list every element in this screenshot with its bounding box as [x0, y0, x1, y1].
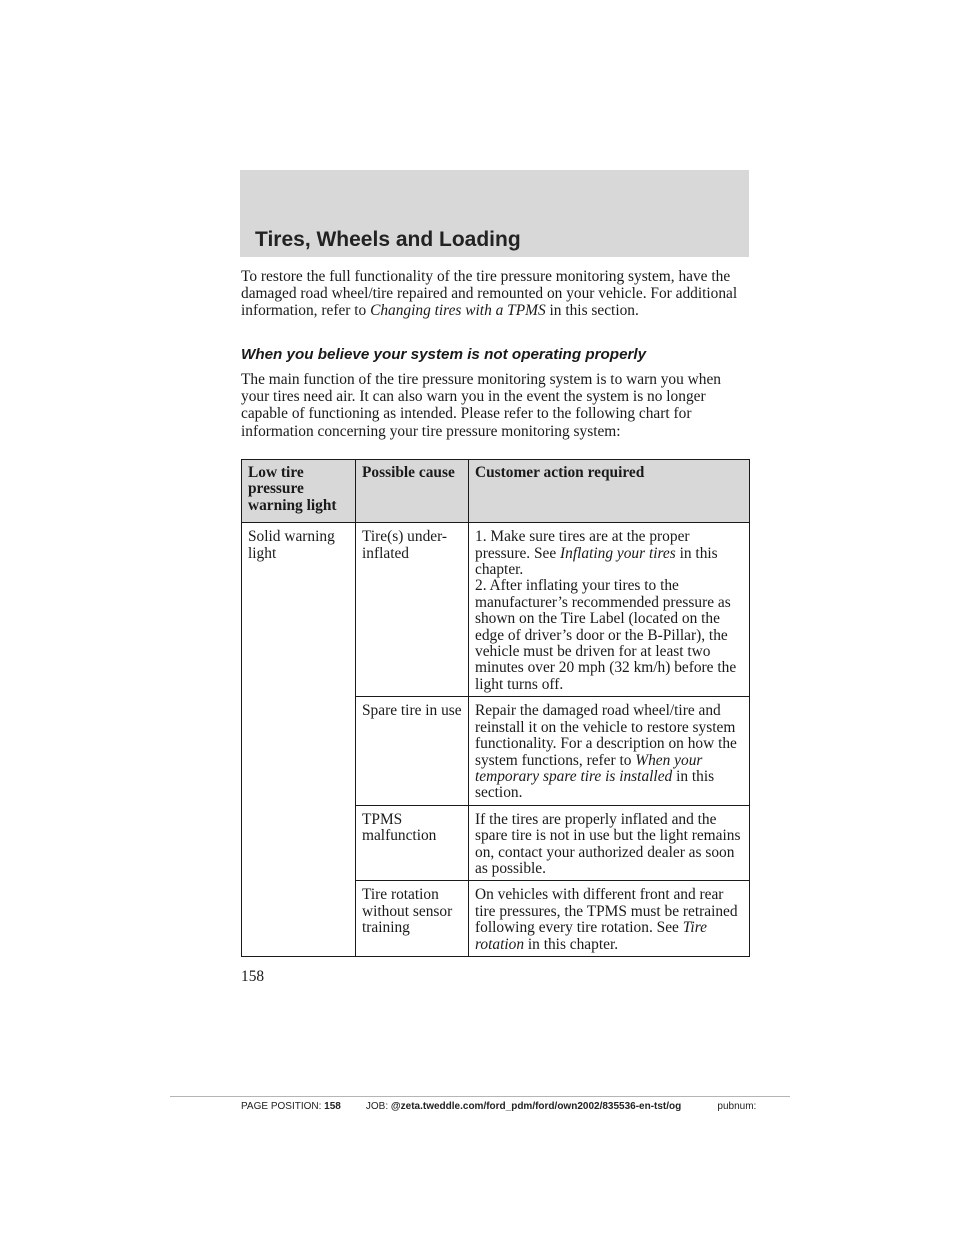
table-row	[242, 523, 750, 697]
tpms-troubleshooting-table	[241, 459, 750, 957]
pubnum-label: pubnum:	[717, 1101, 757, 1112]
section-body: The main function of the tire pressure monitoring system is to warn you when your tires need air. It can also warn you in the event the system is no longer capable of functioning as intended. Please refer to the following chart for information concerning your tire pressure monitoring system:	[241, 371, 722, 440]
intro-paragraph	[241, 268, 751, 320]
cause-cell: Spare tire in use	[356, 697, 469, 805]
action-cell	[469, 523, 750, 697]
table-header-row	[242, 460, 750, 523]
warning-light-cell: Solid warning light	[242, 523, 356, 957]
job-value: @zeta.tweddle.com/ford_pdm/ford/own2002/835536-en-tst/og	[390, 1101, 682, 1112]
section-heading: When you believe your system is not operating properly	[241, 346, 647, 363]
intro-cross-reference: Changing tires with a TPMS	[370, 302, 546, 320]
footer-divider	[170, 1096, 790, 1097]
column-header-action: Customer action required	[469, 460, 750, 523]
chapter-title: Tires, Wheels and Loading	[255, 228, 521, 251]
page-number: 158	[241, 968, 265, 985]
intro-text: To restore the full functionality of the tire pressure monitoring system, have the damaged road wheel/tire repaired and remounted on your vehicle. For additional information, refer to	[241, 268, 738, 320]
print-job-footer	[241, 1101, 756, 1112]
cross-reference: Tire rotation	[475, 919, 707, 953]
action-step: 1. Make sure tires are at the proper pressure. See Inflating your tires in this chapter.	[475, 528, 718, 579]
action-cell: On vehicles with different front and rear tire pressures, the TPMS must be retrained following every tire rotation. See Tire rotation in this chapter.	[469, 881, 750, 957]
action-cell: Repair the damaged road wheel/tire and reinstall it on the vehicle to restore system functionality. For a description on how the system functions, refer to When your temporary spare tire is installed in this section.	[469, 697, 750, 805]
column-header-light: Low tire pressure warning light	[242, 460, 356, 523]
cross-reference: When your temporary spare tire is installed	[475, 751, 703, 785]
action-step: 2. After inflating your tires to the manufacturer’s recommended pressure as shown on the Tire Label (located on the edge of driver’s door or the B-Pillar), the vehicle must be driven for at least two minutes over 20 mph (32 km/h) before the light turns off.	[475, 577, 737, 693]
intro-text-end: in this section.	[545, 302, 639, 320]
cause-cell: Tire rotation without sensor training	[356, 881, 469, 957]
page-position-label: PAGE POSITION:	[241, 1101, 322, 1112]
cross-reference: Inflating your tires	[560, 544, 676, 562]
page-position-value: 158	[324, 1101, 341, 1112]
cause-cell: Tire(s) under-inflated	[356, 523, 469, 697]
action-cell: If the tires are properly inflated and the spare tire is not in use but the light remains on, contact your authorized dealer as soon as possible.	[469, 805, 750, 881]
column-header-cause: Possible cause	[356, 460, 469, 523]
job-label: JOB:	[365, 1101, 389, 1112]
cause-cell: TPMS malfunction	[356, 805, 469, 881]
